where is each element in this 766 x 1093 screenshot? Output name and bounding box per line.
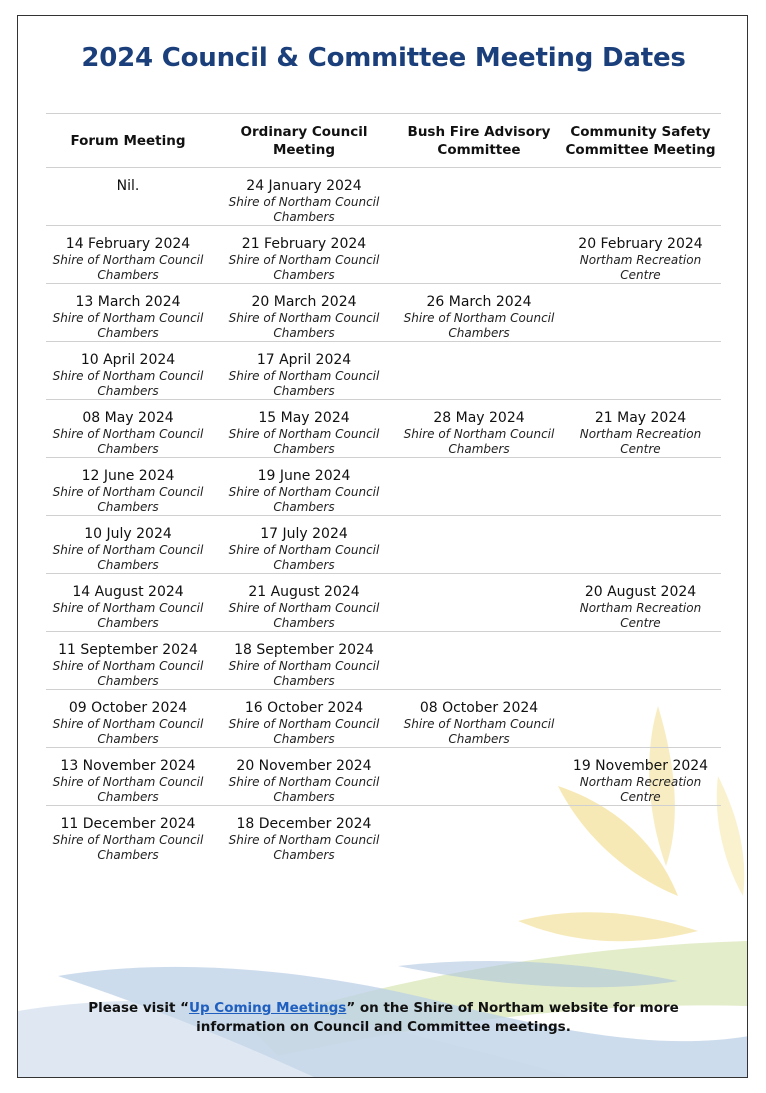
table-row — [46, 516, 721, 574]
meeting-venue: Shire of Northam Council Chambers — [403, 717, 555, 746]
meeting-date: 15 May 2024 — [258, 410, 350, 426]
table-row — [46, 690, 721, 748]
meeting-venue: Shire of Northam Council Chambers — [52, 659, 204, 688]
ordinary-cell — [210, 806, 398, 864]
table-row — [46, 168, 721, 226]
forum-cell — [46, 632, 210, 690]
table-row — [46, 632, 721, 690]
forum-cell — [46, 458, 210, 516]
bushfire-cell — [398, 516, 560, 574]
meeting-dates-table — [46, 113, 721, 864]
table-row — [46, 748, 721, 806]
document-page — [17, 15, 748, 1078]
meeting-date: 13 March 2024 — [75, 294, 181, 310]
table-row — [46, 574, 721, 632]
safety-cell — [560, 690, 721, 748]
meeting-venue: Shire of Northam Council Chambers — [52, 369, 204, 398]
meeting-venue: Northam Recreation Centre — [579, 601, 702, 630]
column-header-ordinary: Ordinary Council Meeting — [210, 114, 398, 168]
meeting-date: 20 August 2024 — [584, 584, 697, 600]
meeting-venue: Shire of Northam Council Chambers — [228, 543, 380, 572]
bushfire-cell — [398, 458, 560, 516]
bushfire-cell — [398, 284, 560, 342]
meeting-venue: Shire of Northam Council Chambers — [52, 427, 204, 456]
meeting-date: 09 October 2024 — [68, 700, 188, 716]
table-row — [46, 458, 721, 516]
forum-cell — [46, 226, 210, 284]
meeting-venue: Shire of Northam Council Chambers — [228, 253, 380, 282]
bushfire-cell — [398, 168, 560, 226]
meeting-venue: Shire of Northam Council Chambers — [228, 195, 380, 224]
column-header-bushfire: Bush Fire Advisory Committee — [398, 114, 560, 168]
meeting-date: 24 January 2024 — [246, 178, 362, 194]
ordinary-cell — [210, 168, 398, 226]
meeting-venue: Shire of Northam Council Chambers — [228, 311, 380, 340]
table-body — [46, 168, 721, 864]
safety-cell — [560, 806, 721, 864]
safety-cell — [560, 284, 721, 342]
meeting-venue: Shire of Northam Council Chambers — [403, 311, 555, 340]
meeting-date: 18 September 2024 — [234, 642, 374, 658]
forum-cell — [46, 168, 210, 226]
forum-cell — [46, 342, 210, 400]
footer-suffix: ” on the Shire of Northam website for more — [346, 1000, 679, 1016]
bushfire-cell — [398, 574, 560, 632]
meeting-venue: Shire of Northam Council Chambers — [52, 485, 204, 514]
meeting-date: 12 June 2024 — [81, 468, 175, 484]
table-row — [46, 806, 721, 864]
table-row — [46, 342, 721, 400]
ordinary-cell — [210, 632, 398, 690]
footer-line-2: information on Council and Committee meetings. — [196, 1019, 571, 1035]
safety-cell — [560, 574, 721, 632]
safety-cell — [560, 226, 721, 284]
meeting-date: 21 February 2024 — [241, 236, 367, 252]
meeting-date: 26 March 2024 — [426, 294, 532, 310]
meeting-date: 28 May 2024 — [433, 410, 525, 426]
upcoming-meetings-link[interactable]: Up Coming Meetings — [188, 1000, 347, 1016]
ordinary-cell — [210, 516, 398, 574]
table-row — [46, 226, 721, 284]
ordinary-cell — [210, 284, 398, 342]
meeting-venue: Northam Recreation Centre — [579, 775, 702, 804]
meeting-date: 08 October 2024 — [419, 700, 539, 716]
meeting-venue: Shire of Northam Council Chambers — [52, 543, 204, 572]
meeting-date: 11 December 2024 — [60, 816, 196, 832]
meeting-date: 21 May 2024 — [594, 410, 687, 426]
page-title: 2024 Council & Committee Meeting Dates — [81, 43, 686, 73]
bushfire-cell — [398, 226, 560, 284]
meeting-date: 16 October 2024 — [244, 700, 364, 716]
meeting-venue: Shire of Northam Council Chambers — [228, 369, 380, 398]
meeting-venue: Northam Recreation Centre — [579, 427, 702, 456]
meeting-date: 14 February 2024 — [65, 236, 191, 252]
table-row — [46, 400, 721, 458]
safety-cell — [560, 632, 721, 690]
meeting-venue: Shire of Northam Council Chambers — [403, 427, 555, 456]
meeting-venue: Shire of Northam Council Chambers — [52, 717, 204, 746]
forum-cell — [46, 690, 210, 748]
ordinary-cell — [210, 400, 398, 458]
bushfire-cell — [398, 400, 560, 458]
meeting-date: 13 November 2024 — [60, 758, 196, 774]
forum-cell — [46, 284, 210, 342]
safety-cell — [560, 168, 721, 226]
meeting-date: 20 November 2024 — [236, 758, 372, 774]
safety-cell — [560, 400, 721, 458]
safety-cell — [560, 748, 721, 806]
column-header-safety: Community Safety Committee Meeting — [560, 114, 721, 168]
table-row — [46, 284, 721, 342]
decor-leaf-4 — [518, 912, 698, 941]
meeting-venue: Northam Recreation Centre — [579, 253, 702, 282]
forum-cell — [46, 806, 210, 864]
bushfire-cell — [398, 806, 560, 864]
meeting-venue: Shire of Northam Council Chambers — [52, 601, 204, 630]
column-header-forum: Forum Meeting — [46, 114, 210, 168]
meeting-date: 20 February 2024 — [578, 236, 703, 252]
safety-cell — [560, 458, 721, 516]
meeting-date: 11 September 2024 — [58, 642, 198, 658]
meeting-venue: Shire of Northam Council Chambers — [228, 775, 380, 804]
bushfire-cell — [398, 342, 560, 400]
meeting-date: 14 August 2024 — [72, 584, 184, 600]
ordinary-cell — [210, 574, 398, 632]
forum-cell — [46, 400, 210, 458]
footer-note — [18, 999, 748, 1037]
meeting-date: 08 May 2024 — [82, 410, 174, 426]
bushfire-cell — [398, 690, 560, 748]
meeting-venue: Shire of Northam Council Chambers — [52, 833, 204, 862]
meeting-venue: Shire of Northam Council Chambers — [228, 601, 380, 630]
ordinary-cell — [210, 226, 398, 284]
bushfire-cell — [398, 632, 560, 690]
meeting-date: 19 June 2024 — [257, 468, 351, 484]
meeting-date: 21 August 2024 — [248, 584, 360, 600]
meeting-venue: Shire of Northam Council Chambers — [52, 311, 204, 340]
ordinary-cell — [210, 458, 398, 516]
meeting-date: 20 March 2024 — [251, 294, 357, 310]
forum-text: Nil. — [116, 178, 140, 194]
meeting-venue: Shire of Northam Council Chambers — [52, 775, 204, 804]
meeting-venue: Shire of Northam Council Chambers — [228, 659, 380, 688]
forum-cell — [46, 516, 210, 574]
meeting-venue: Shire of Northam Council Chambers — [52, 253, 204, 282]
meeting-venue: Shire of Northam Council Chambers — [228, 833, 380, 862]
bushfire-cell — [398, 748, 560, 806]
meeting-date: 10 July 2024 — [84, 526, 172, 542]
table-header-row — [46, 114, 721, 168]
meeting-venue: Shire of Northam Council Chambers — [228, 485, 380, 514]
forum-cell — [46, 574, 210, 632]
ordinary-cell — [210, 342, 398, 400]
meeting-date: 18 December 2024 — [236, 816, 372, 832]
safety-cell — [560, 342, 721, 400]
meeting-date: 17 July 2024 — [260, 526, 348, 542]
ordinary-cell — [210, 690, 398, 748]
ordinary-cell — [210, 748, 398, 806]
meeting-date: 19 November 2024 — [572, 758, 709, 774]
footer-prefix: Please visit “ — [88, 1000, 189, 1016]
meeting-venue: Shire of Northam Council Chambers — [228, 427, 380, 456]
meeting-date: 17 April 2024 — [256, 352, 352, 368]
safety-cell — [560, 516, 721, 574]
forum-cell — [46, 748, 210, 806]
meeting-date: 10 April 2024 — [80, 352, 176, 368]
meeting-venue: Shire of Northam Council Chambers — [228, 717, 380, 746]
